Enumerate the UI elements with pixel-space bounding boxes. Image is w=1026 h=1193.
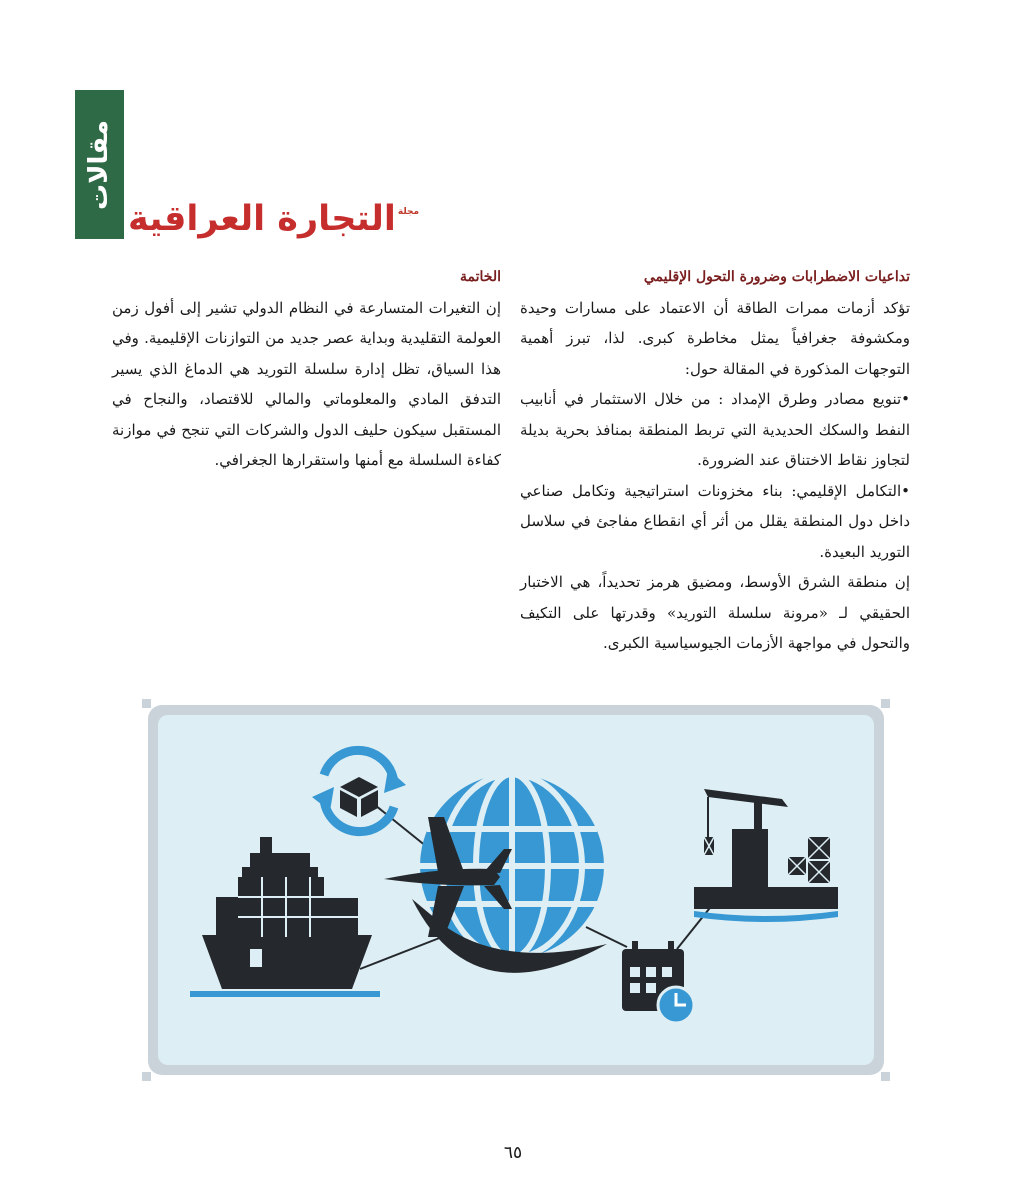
bullet-paragraph: •التكامل الإقليمي: بناء مخزونات استراتيجية وتكامل صناعي داخل دول المنطقة يقلل من أثر أي انقطاع مفاجئ في سلاسل التوريد البعيدة. (520, 481, 910, 561)
paragraph: تؤكد أزمات ممرات الطاقة أن الاعتماد على مسارات وحيدة ومكشوفة جغرافياً يمثل مخاطرة كبرى. لذا، تبرز أهمية التوجهات المذكورة في المقالة حول: (520, 298, 910, 378)
supply-chain-illustration (142, 699, 890, 1081)
right-column (520, 262, 910, 659)
paragraph: إن منطقة الشرق الأوسط، ومضيق هرمز تحديداً، هي الاختبار الحقيقي لـ «مرونة سلسلة التوريد» وقدرتها على التكيف والتحول في مواجهة الأزمات الجيوسياسية الكبرى. (520, 573, 911, 652)
magazine-logo (128, 187, 419, 239)
section-heading-disruptions: تداعيات الاضطرابات وضرورة التحول الإقليمي (643, 269, 910, 285)
section-tab (75, 90, 124, 239)
bullet-paragraph: •تنويع مصادر وطرق الإمداد : من خلال الاستثمار في أنابيب النفط والسكك الحديدية التي تربط المنطقة بمنافذ بحرية بديلة لتجاوز نقاط الاختناق عند الضرورة. (520, 390, 910, 469)
section-tab-label: مقالات (84, 119, 115, 210)
paragraph: إن التغيرات المتسارعة في النظام الدولي تشير إلى أفول زمن العولمة التقليدية وبداية عصر جديد من التوازنات الإقليمية. وفي هذا السياق، تظل إدارة سلسلة التوريد هي الدماغ الذي يسير التدفق المادي والمعلوماتي والمالي للاقتصاد، والنجاح في المستقبل سيكون حليف الدول والشركات التي تنجح في موازنة كفاءة السلسلة مع أمنها واستقرارها الجغرافي. (112, 298, 501, 469)
logo-title: التجارة العراقية (128, 199, 396, 239)
section-heading-conclusion: الخاتمة (460, 269, 501, 285)
left-column (112, 262, 501, 476)
calendar-clock-icon (622, 941, 694, 1023)
logo-prefix: مجلة (397, 207, 420, 217)
page-number: ٦٥ (503, 1143, 523, 1163)
